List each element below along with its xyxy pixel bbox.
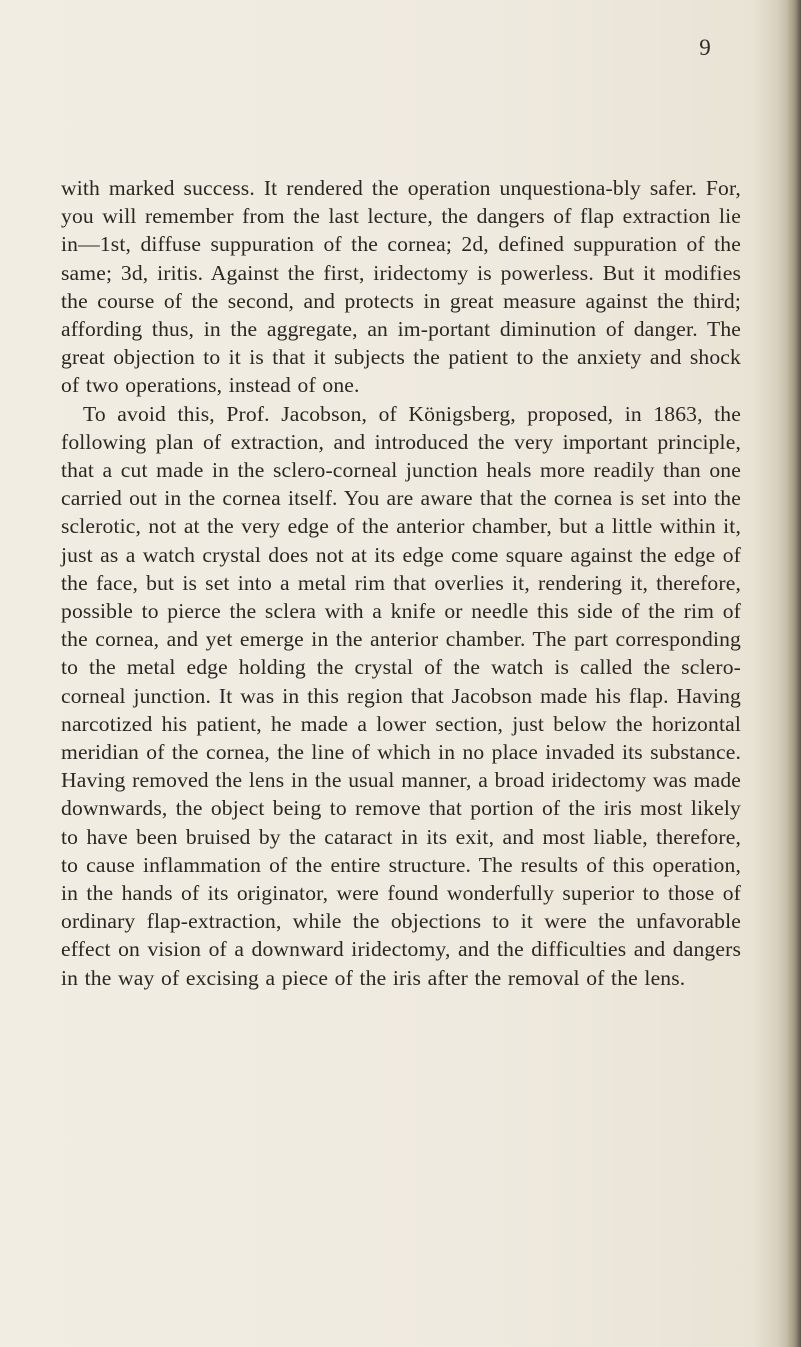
paragraph-1: with marked success. It rendered the operation unquestiona-bly safer. For, you will remember from the last lecture, the dangers of flap extraction lie in—1st, diffuse suppuration of the cornea; 2d, defined suppuration of the same; 3d, iritis. Against the first, iridectomy is powerless. But it modifies the course of the second, and protects in great measure against the third; affording thus, in the aggregate, an im-portant diminution of danger. The great objection to it is that it subjects the patient to the anxiety and shock of two operations, instead of one. <box>61 176 741 398</box>
page-edge-shadow <box>787 0 801 1347</box>
body-text <box>61 174 741 992</box>
page-number: 9 <box>699 35 711 60</box>
paragraph-2: To avoid this, Prof. Jacobson, of Königsberg, proposed, in 1863, the following plan of extraction, and introduced the very important principle, that a cut made in the sclero-corneal junction heals more readily than one carried out in the cornea itself. You are aware that the cornea is set into the sclerotic, not at the very edge of the anterior chamber, but a little within it, just as a watch crystal does not at its edge come square against the edge of the face, but is set into a metal rim that overlies it, rendering it, therefore, possible to pierce the sclera with a knife or needle this side of the rim of the cornea, and yet emerge in the anterior chamber. The part corresponding to the metal edge holding the crystal of the watch is called the sclero-corneal junction. It was in this region that Jacobson made his flap. Having narcotized his patient, he made a lower section, just below the horizontal meridian of the cornea, the line of which in no place invaded its substance. Having removed the lens in the usual manner, a broad iridectomy was made downwards, the object being to remove that portion of the iris most likely to have been bruised by the cataract in its exit, and most liable, therefore, to cause inflammation of the entire structure. The results of this operation, in the hands of its originator, were found wonderfully superior to those of ordinary flap-extraction, while the objections to it were the unfavorable effect on vision of a downward iridectomy, and the difficulties and dangers in the way of excising a piece of the iris after the removal of the lens. <box>61 401 741 990</box>
